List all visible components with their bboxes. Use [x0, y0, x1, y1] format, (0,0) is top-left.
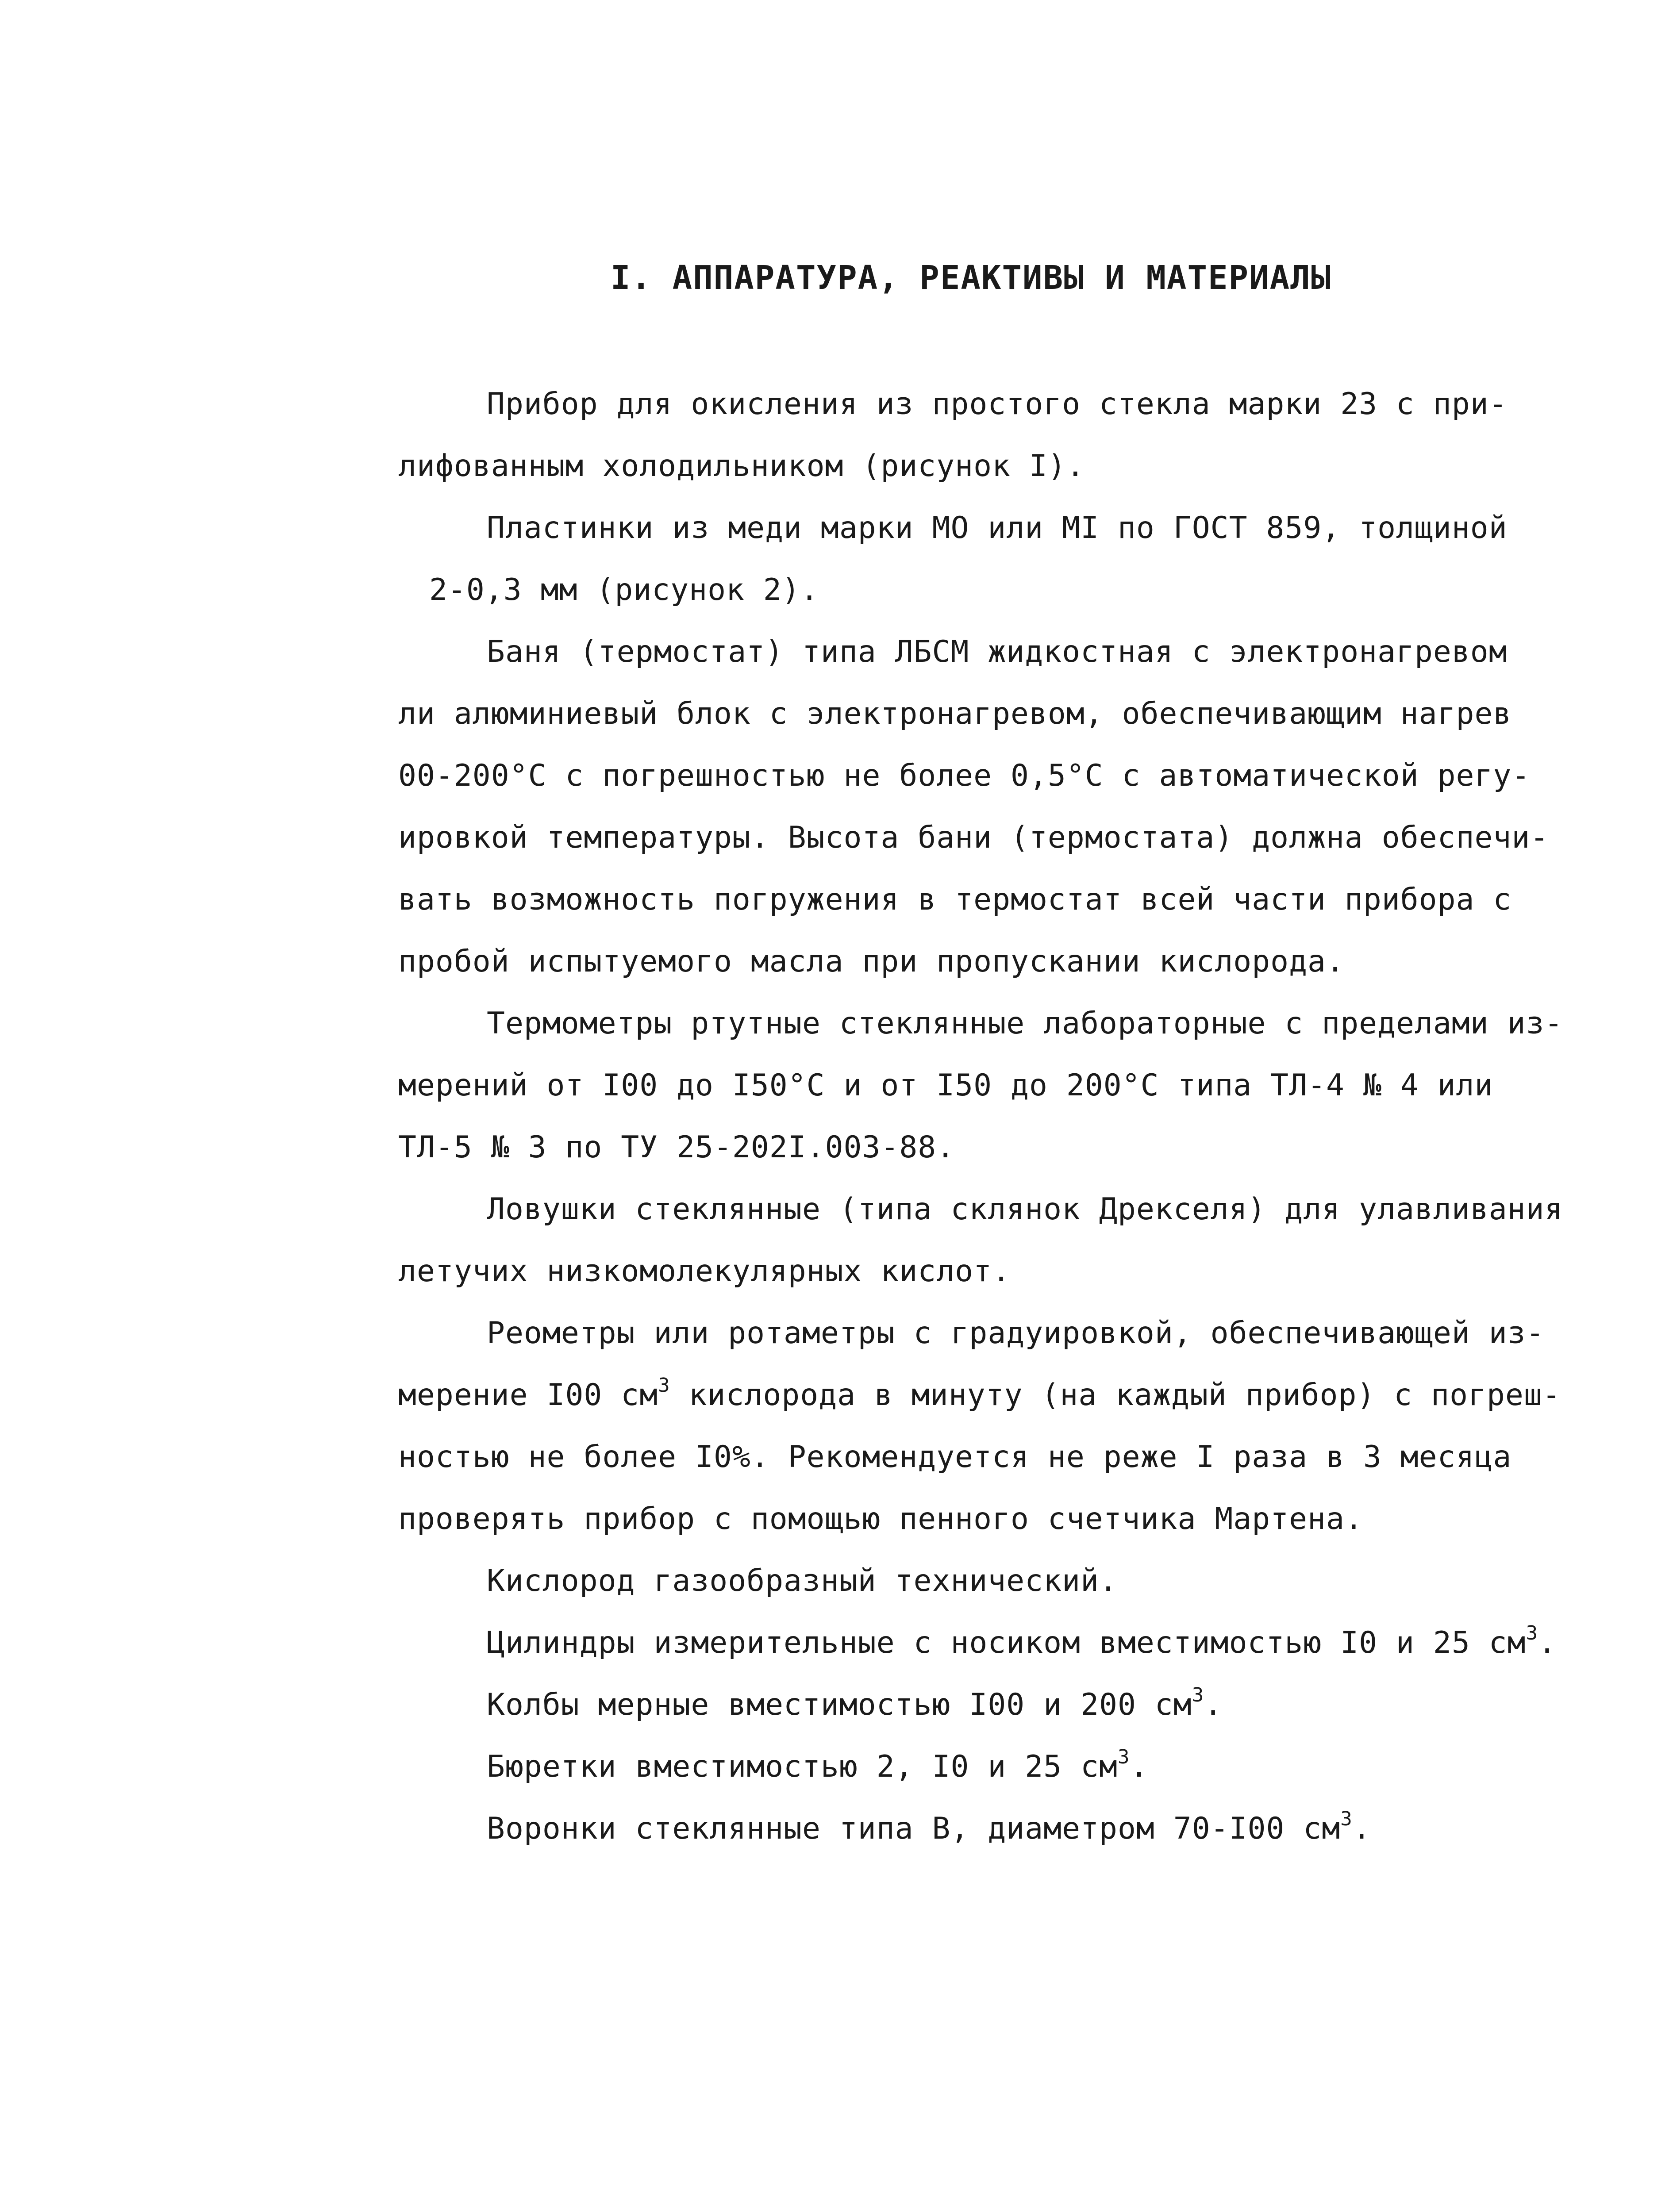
text-line: Пластинки из меди марки МО или МI по ГОСТ 859, толщиной — [487, 511, 1508, 545]
text-line: ировкой температуры. Высота бани (термостата) должна обеспечи- — [398, 820, 1549, 855]
text-line: 00-200°С с погрешностью не более 0,5°С с автоматической регу- — [398, 758, 1531, 793]
text-line: летучих низкомолекулярных кислот. — [398, 1254, 1011, 1289]
text-line: Баня (термостат) типа ЛБСМ жидкостная с электронагревом — [487, 634, 1508, 669]
text-line: ностью не более I0%. Рекомендуется не реже I раза в 3 месяца — [398, 1440, 1512, 1475]
text-line: Цилиндры измерительные с носиком вместимостью I0 и 25 $см^3$. — [487, 1622, 1557, 1660]
text-line: Термометры ртутные стеклянные лабораторные с пределами из- — [487, 1006, 1563, 1041]
text-line: пробой испытуемого масла при пропускании кислорода. — [398, 944, 1345, 979]
section-title: I. АППАРАТУРА, РЕАКТИВЫ И МАТЕРИАЛЫ — [611, 259, 1332, 297]
text-line: ли алюминиевый блок с электронагревом, обеспечивающим нагрев — [398, 696, 1512, 731]
text-line: вать возможность погружения в термостат всей части прибора с — [398, 882, 1512, 917]
text-line: ТЛ-5 № 3 по ТУ 25-202I.003-88. — [398, 1130, 955, 1165]
text-line: Ловушки стеклянные (типа склянок Дрекселя) для улавливания — [487, 1192, 1563, 1227]
text-line: проверять прибор с помощью пенного счетчика Мартена. — [398, 1502, 1363, 1536]
text-line: Колбы мерные вместимостью I00 и 200 $см^3$. — [487, 1684, 1223, 1722]
text-line: Прибор для окисления из простого стекла марки 23 с при- — [487, 387, 1508, 422]
text-line: Бюретки вместимостью 2, I0 и 25 $см^3$. — [487, 1746, 1149, 1784]
text-line: Кислород газообразный технический. — [487, 1563, 1118, 1598]
text-line: Воронки стеклянные типа В, диаметром 70-I00 $см^3$. — [487, 1808, 1371, 1846]
text-line: Реометры или ротаметры с градуировкой, обеспечивающей из- — [487, 1316, 1545, 1351]
text-line: лифованным холодильником (рисунок I). — [398, 449, 1085, 484]
text-line: мерение I00 $см^3$ кислорода в минуту (на каждый прибор) с погреш- — [398, 1374, 1561, 1413]
text-line: 2-0,3 мм (рисунок 2). — [429, 572, 819, 607]
text-line: мерений от I00 до I50°С и от I50 до 200°С типа ТЛ-4 № 4 или — [398, 1068, 1493, 1103]
